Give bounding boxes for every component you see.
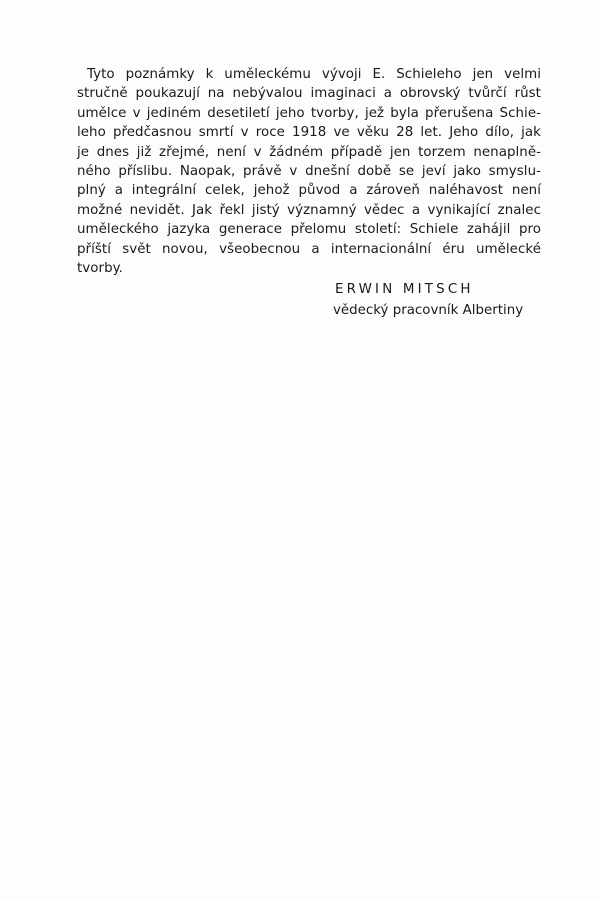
paragraph-line: příští svět novou, všeobecnou a internacionální éru umělecké: [77, 241, 541, 257]
paragraph-line: ného příslibu. Naopak, právě v dnešní době se jeví jako smyslu-: [77, 164, 541, 180]
paragraph-line: plný a integrální celek, jehož původ a zároveň naléhavost není: [77, 183, 541, 199]
body-paragraph: [77, 65, 541, 278]
paragraph-line: možné nevidět. Jak řekl jistý významný vědec a vynikající znalec: [77, 202, 541, 218]
paragraph-line: je dnes již zřejmé, není v žádném případě jen torzem nenaplně-: [77, 144, 541, 160]
signature-block: [333, 280, 543, 320]
paragraph-line: stručně poukazují na nebývalou imaginaci a obrovský tvůrčí růst: [77, 86, 541, 102]
author-role: vědecký pracovník Albertiny: [333, 303, 524, 318]
paragraph-line: Tyto poznámky k uměleckému vývoji E. Schieleho jen velmi: [87, 67, 541, 82]
paragraph-line: leho předčasnou smrtí v roce 1918 ve věku 28 let. Jeho dílo, jak: [77, 125, 541, 141]
paragraph-line: umělce v jediném desetiletí jeho tvorby, jež byla přerušena Schie-: [77, 105, 541, 121]
paragraph-line: uměleckého jazyka generace přelomu století: Schiele zahájil pro: [77, 222, 541, 238]
author-name: ERWIN MITSCH: [335, 282, 474, 297]
paragraph-line: tvorby.: [77, 261, 123, 277]
